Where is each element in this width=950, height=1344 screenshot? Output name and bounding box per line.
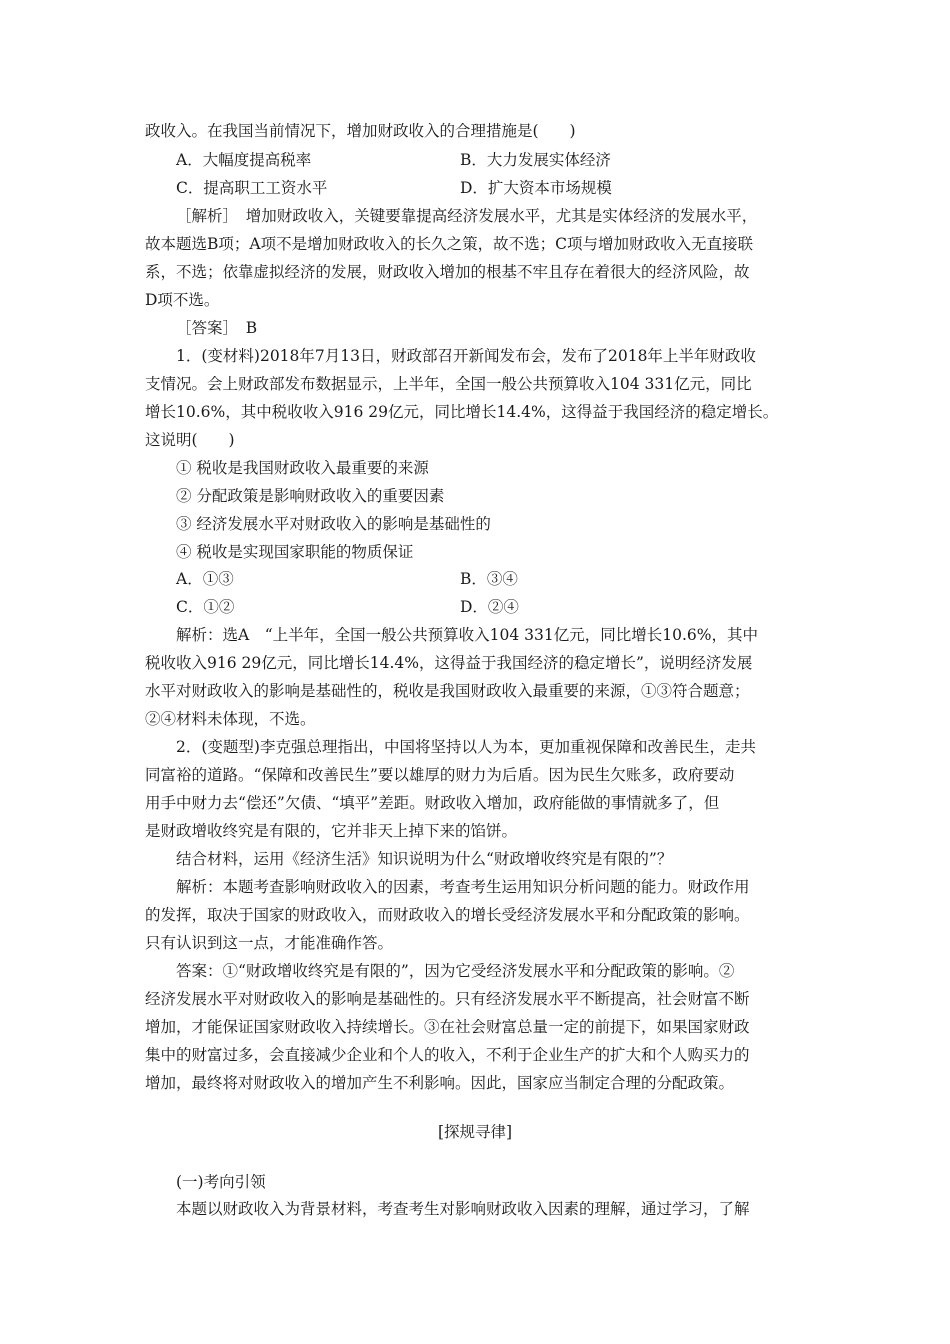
- analysis-line: 的发挥，取决于国家的财政收入，而财政收入的增长受经济发展水平和分配政策的影响。: [145, 906, 750, 924]
- question-1-line: 1．(变材料)2018年7月13日，财政部召开新闻发布会，发布了2018年上半年财政收: [176, 347, 756, 365]
- option-b: B．大力发展实体经济: [460, 151, 611, 169]
- answer-line: 经济发展水平对财政收入的影响是基础性的。只有经济发展水平不断提高，社会财富不断: [145, 990, 750, 1008]
- analysis-line: 故本题选B项；A项不是增加财政收入的长久之策，故不选；C项与增加财政收入无直接联: [145, 235, 753, 253]
- analysis-line: 只有认识到这一点，才能准确作答。: [145, 934, 394, 952]
- subsection-title: (一)考向引领: [176, 1173, 266, 1191]
- option-a: A．大幅度提高税率: [176, 151, 312, 169]
- statement-item: ① 税收是我国财政收入最重要的来源: [176, 459, 429, 477]
- answer-line: 增加，才能保证国家财政收入持续增长。③在社会财富总量一定的前提下，如果国家财政: [145, 1018, 750, 1036]
- statement-item: ④ 税收是实现国家职能的物质保证: [176, 543, 414, 561]
- answer-line: 集中的财富过多，会直接减少企业和个人的收入，不利于企业生产的扩大和个人购买力的: [145, 1046, 750, 1064]
- question-prompt: 结合材料，运用《经济生活》知识说明为什么“财政增收终究是有限的”？: [176, 850, 673, 868]
- question-2-line: 同富裕的道路。“保障和改善民生”要以雄厚的财力为后盾。因为民生欠账多，政府要动: [145, 766, 735, 784]
- question-2-line: 是财政增收终究是有限的，它并非天上掉下来的馅饼。: [145, 822, 518, 840]
- option-a: A．①③: [176, 570, 234, 588]
- analysis-line: ②④材料未体现，不选。: [145, 710, 316, 728]
- section-title: [探规寻律]: [437, 1123, 513, 1141]
- option-c: C．①②: [176, 598, 235, 616]
- question-2-line: 2．(变题型)李克强总理指出，中国将坚持以人为本，更加重视保障和改善民生，走共: [176, 738, 756, 756]
- question-1-line: 支情况。会上财政部发布数据显示，上半年，全国一般公共预算收入104 331亿元，同比: [145, 375, 752, 393]
- paragraph-line: 本题以财政收入为背景材料，考查考生对影响财政收入因素的理解，通过学习，了解: [176, 1200, 750, 1218]
- question-intro: 政收入。在我国当前情况下，增加财政收入的合理措施是( ): [145, 122, 576, 140]
- option-d: D．扩大资本市场规模: [460, 179, 612, 197]
- question-1-line: 增长10.6%，其中税收收入916 29亿元，同比增长14.4%，这得益于我国经济的稳定增长。: [145, 403, 779, 421]
- option-d: D．②④: [460, 598, 519, 616]
- analysis-line: ［解析］ 增加财政收入，关键要靠提高经济发展水平，尤其是实体经济的发展水平，: [176, 207, 758, 225]
- option-b: B．③④: [460, 570, 518, 588]
- answer-line: 答案：①“财政增收终究是有限的”，因为它受经济发展水平和分配政策的影响。②: [176, 962, 735, 980]
- analysis-line: D项不选。: [145, 291, 220, 309]
- answer-line: ［答案］ B: [176, 319, 258, 337]
- analysis-line: 水平对财政收入的影响是基础性的，税收是我国财政收入最重要的来源，①③符合题意；: [145, 682, 750, 700]
- statement-item: ② 分配政策是影响财政收入的重要因素: [176, 487, 445, 505]
- question-1-line: 这说明( ): [145, 431, 235, 449]
- analysis-line: 税收收入916 29亿元，同比增长14.4%，这得益于我国经济的稳定增长”，说明经济发展: [145, 654, 753, 672]
- statement-item: ③ 经济发展水平对财政收入的影响是基础性的: [176, 515, 491, 533]
- analysis-line: 解析：本题考查影响财政收入的因素，考查考生运用知识分析问题的能力。财政作用: [176, 878, 750, 896]
- question-2-line: 用手中财力去“偿还”欠债、“填平”差距。财政收入增加，政府能做的事情就多了，但: [145, 794, 720, 812]
- option-c: C．提高职工工资水平: [176, 179, 328, 197]
- analysis-line: 系，不选；依靠虚拟经济的发展，财政收入增加的根基不牢且存在着很大的经济风险，故: [145, 263, 750, 281]
- answer-line: 增加，最终将对财政收入的增加产生不利影响。因此，国家应当制定合理的分配政策。: [145, 1074, 735, 1092]
- analysis-line: 解析：选A “上半年，全国一般公共预算收入104 331亿元，同比增长10.6%，其中: [176, 626, 758, 644]
